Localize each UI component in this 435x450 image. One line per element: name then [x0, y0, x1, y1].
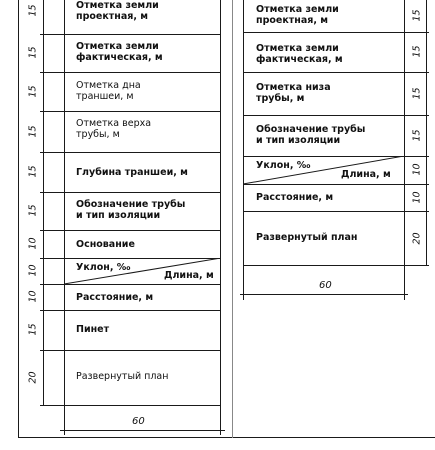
row-size: 15	[27, 125, 39, 138]
row-label: Расстояние, м	[256, 192, 334, 203]
row-label: Отметка верха трубы, м	[76, 118, 152, 140]
row-size: 15	[411, 87, 423, 100]
left-dim-line	[43, 0, 44, 405]
row-size: 15	[27, 46, 39, 59]
row-size: 15	[27, 85, 39, 98]
width-dim: 60	[132, 416, 145, 427]
row-label: Пинет	[76, 324, 110, 335]
row-divider	[40, 111, 221, 112]
row-divider	[243, 72, 429, 73]
row-divider	[40, 34, 221, 35]
right-table-edge-left	[243, 0, 244, 300]
row-divider	[40, 405, 221, 406]
page-divider	[232, 0, 233, 438]
row-divider	[243, 184, 429, 185]
row-label: Отметка низа трубы, м	[256, 82, 331, 104]
row-divider	[40, 152, 221, 153]
row-size: 10	[27, 290, 39, 303]
width-dim: 60	[319, 280, 332, 291]
length-label: Длина, м	[164, 270, 214, 281]
width-dim-line	[60, 430, 225, 431]
row-label: Отметка дна траншеи, м	[76, 80, 141, 102]
page-border-left	[18, 0, 19, 438]
row-divider	[243, 115, 429, 116]
row-label: Отметка земли проектная, м	[76, 0, 159, 22]
row-label: Развернутый план	[256, 232, 358, 243]
row-size: 15	[27, 165, 39, 178]
length-label: Длина, м	[341, 169, 391, 180]
row-label: Обозначение трубы и тип изоляции	[256, 124, 366, 146]
right-dim-line	[426, 0, 427, 266]
row-label: Основание	[76, 239, 135, 250]
row-size: 15	[27, 4, 39, 17]
slope-label: Уклон, ‰	[76, 262, 131, 273]
width-dim-line	[240, 294, 408, 295]
row-size: 20	[27, 371, 39, 384]
row-size: 10	[27, 264, 39, 277]
row-size: 10	[411, 163, 423, 176]
row-divider	[40, 192, 221, 193]
row-size: 15	[411, 129, 423, 142]
row-label: Отметка земли фактическая, м	[76, 41, 163, 63]
row-size: 10	[27, 237, 39, 250]
row-label: Отметка земли проектная, м	[256, 4, 339, 26]
row-size: 15	[411, 9, 423, 22]
row-divider	[40, 310, 221, 311]
left-table-edge-left	[64, 0, 65, 405]
row-label: Обозначение трубы и тип изоляции	[76, 199, 186, 221]
page-border-bottom	[18, 437, 435, 438]
slope-label: Уклон, ‰	[256, 160, 311, 171]
row-label: Развернутый план	[76, 371, 169, 382]
row-divider	[243, 265, 429, 266]
row-label: Отметка земли фактическая, м	[256, 43, 343, 65]
row-size: 15	[27, 323, 39, 336]
row-size: 20	[411, 232, 423, 245]
row-label: Глубина траншеи, м	[76, 167, 188, 178]
row-divider	[243, 211, 429, 212]
row-size: 10	[411, 191, 423, 204]
row-size: 15	[27, 204, 39, 217]
row-divider	[243, 32, 429, 33]
right-table-edge-right	[404, 0, 405, 300]
row-label: Расстояние, м	[76, 292, 154, 303]
row-divider	[40, 72, 221, 73]
left-table-edge-right	[220, 0, 221, 405]
row-divider	[40, 284, 221, 285]
row-size: 15	[411, 45, 423, 58]
row-divider	[40, 350, 221, 351]
row-divider	[40, 230, 221, 231]
